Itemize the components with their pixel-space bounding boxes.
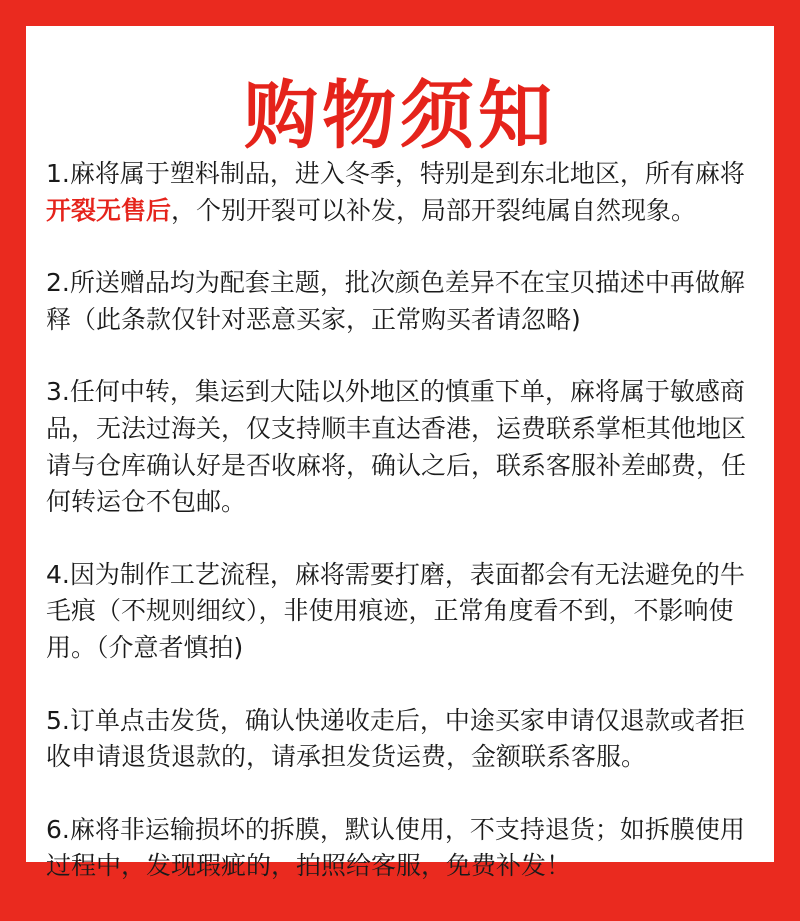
notice-item-3: 3.任何中转，集运到大陆以外地区的慎重下单，麻将属于敏感商品，无法过海关，仅支持顺丰直达香港，运费联系掌柜其他地区请与仓库确认好是否收麻将，确认之后，联系客服补差邮费，任何转运仓不包邮。 bbox=[46, 377, 747, 517]
notice-card bbox=[26, 26, 774, 881]
notice-item-2: 2.所送赠品均为配套主题，批次颜色差异不在宝贝描述中再做解释（此条款仅针对恶意买家，正常购买者请忽略) bbox=[46, 268, 745, 334]
no-after-sales-highlight: 开裂无售后 bbox=[46, 195, 172, 225]
notice-item-1-text-before: 1.麻将属于塑料制品，进入冬季，特别是到东北地区，所有麻将 bbox=[46, 159, 745, 188]
notice-item-1-text-after: ，个别开裂可以补发，局部开裂纯属自然现象。 bbox=[171, 195, 697, 225]
notice-item-4: 4.因为制作工艺流程，麻将需要打磨，表面都会有无法避免的牛毛痕（不规则细纹），非使用痕迹，正常角度看不到，不影响使用。（介意者慎拍) bbox=[46, 559, 745, 662]
notice-list bbox=[46, 156, 761, 921]
notice-item-1 bbox=[46, 156, 761, 229]
notice-item-5: 5.订单点击发货，确认快递收走后，中途买家申请仅退款或者拒收申请退货退款的，请承担发货运费，金额联系客服。 bbox=[46, 705, 745, 772]
notice-item-6: 6.麻将非运输损坏的拆膜，默认使用，不支持退货；如拆膜使用过程中，发现瑕疵的，拍照给客服，免费补发！ bbox=[46, 814, 745, 881]
page-title: 购物须知 bbox=[244, 73, 556, 159]
